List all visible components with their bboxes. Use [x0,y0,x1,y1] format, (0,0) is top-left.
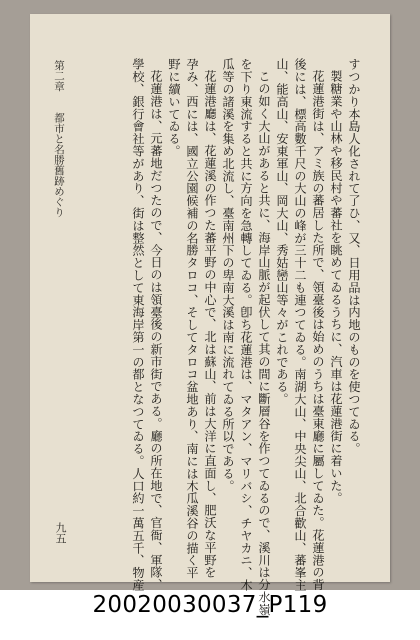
running-header [52,60,66,218]
text-line: 野に續いてゐる。 [167,58,181,158]
text-line: すつかり本島人化されて了ひ、又、日用品は内地のものを使つてゐる。 [347,58,361,455]
text-line: 學校、銀行會社等があり、街は整然として東海岸第一の都となつてゐる。人口約一萬五千、物産 [131,58,145,592]
text-line: を下り東流すると共に方向を急轉してゐる。卽ち花蓮港は、マタアン、マリバシ、チヤカニ、木 [239,58,253,592]
text-line: 花蓮港街は、アミ族の蕃居した所で、領臺後は始めのうちは臺東廳に屬してゐた。花蓮港の背 [311,70,325,591]
chapter-title: 都市と名勝舊跡めぐり [53,112,65,218]
page-number: 九五 [54,522,67,544]
image-caption: 20020030037_P119 [92,592,328,618]
text-line: 花蓮港廳は、花蓮溪の作つた蕃平野の中心で、北は蘇山、前は大洋に直面し、肥沃な平野を [203,70,217,579]
chapter-label: 第二章 [53,60,65,92]
text-line: 後には、標高數千尺の大山の峰が三十二も連つてゐる。南湖大山、中央尖山、北合歡山、蕃峯主 [293,58,307,592]
text-line: 製糖業や山林や移民村や蕃社を眺めてゐるうちに、汽車は花蓮港街に着いた。 [329,70,343,505]
text-line: この如く大山があると共に、海岸山脈が起伏して其の間に斷層谷を作つてゐるので、溪川は分水嶺 [257,70,271,616]
text-line: 瓜等の諸溪を集め北流し、臺南州下の卑南大溪は南に流れてゐる所以である。 [221,58,235,492]
text-line: 山、能高山、安東軍山、岡大山、秀姑巒山等々がこれである。 [275,58,289,406]
text-line: 孕み、西には、國立公園候補の名勝タロコ、そしてタロコ盆地あり、南には木瓜溪谷の描く平 [185,58,199,579]
text-line: 花蓮港は、元蕃地だつたので、今日のは領臺後の新市街である。廳の所在地で、官衙、軍隊、 [149,70,163,591]
